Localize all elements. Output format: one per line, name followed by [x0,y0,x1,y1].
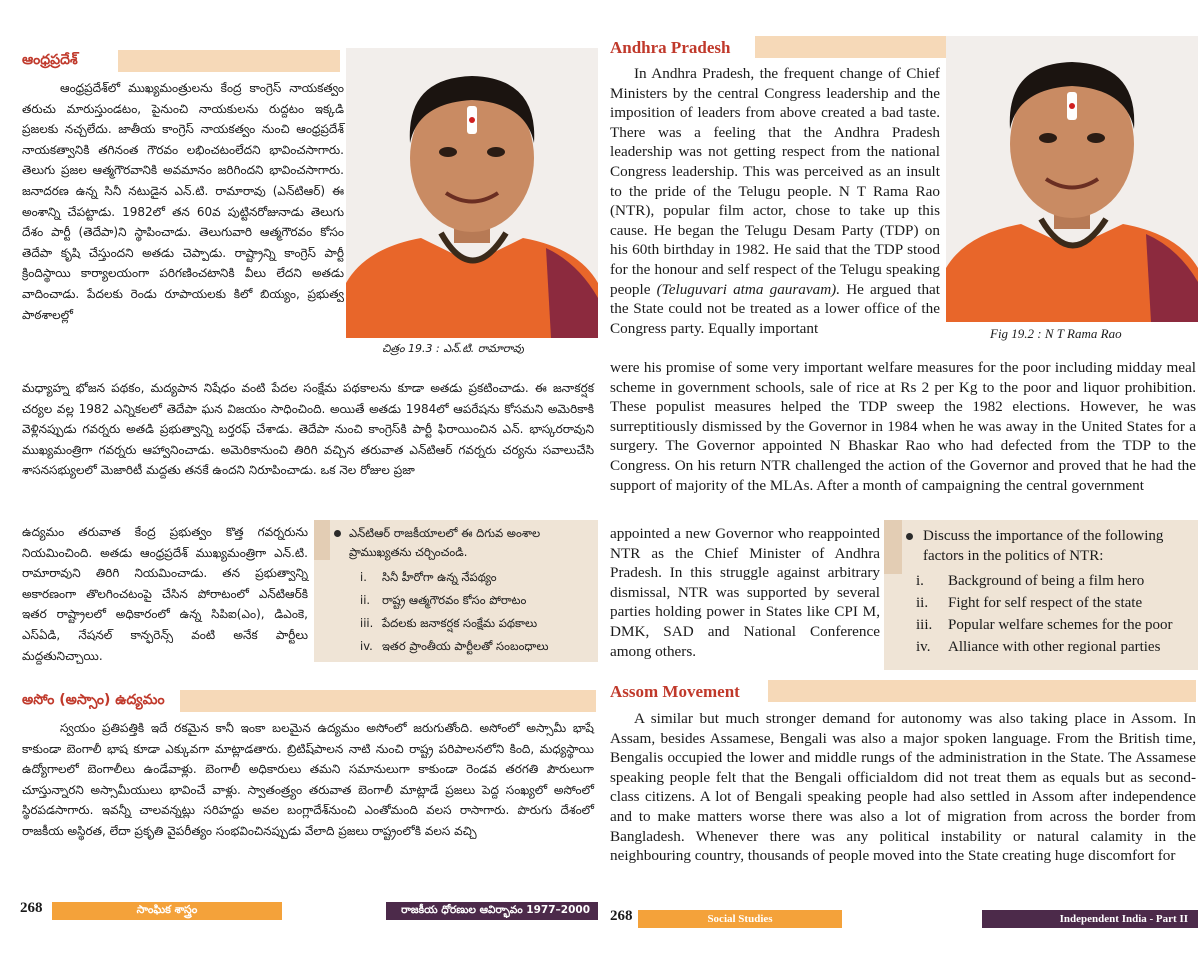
box-title: Discuss the importance of the following factors in the politics of NTR: [923,528,1164,564]
box-item: i. సినీ హీరోగా ఉన్న నేపథ్యం [360,570,497,584]
andhra-intro-text [610,64,940,338]
box-item: iv. ఇతర ప్రాంతీయ పార్టీలతో సంబంధాలు [360,639,549,653]
andhra-full-text [22,378,594,481]
page-number: 268 [20,900,43,916]
section-heading-assom: Assom Movement [610,682,740,701]
andhra-side-paragraph: appointed a new Governor who reappointed NTR as the Chief Minister of Andhra Pradesh. In this struggle against arbitrary dismissal, NTR was supported by several parties holding power in States like CPI M, DMK, SAD and National Conference among others. [610,525,880,660]
andhra-intro-paragraph: In Andhra Pradesh, the frequent change of Chief Ministers by the central Congress leadership and the imposition of leaders from above created a bad taste. There was a feeling that the Andhra Pradesh leadership was not getting respect from the national Congress leadership. This was perceived as an insult to the pride of the Telugu people. N T Rama Rao (NTR), popular film actor, chose to take up this cause. He began the Telugu Desam Party (TDP) on his 60th birthday in 1982. He said that the TDP stood for the honour and self respect of the Telugu speaking people (Teluguvari atma gauravam). He argued that the State could not be treated as a lower office of the Congress party. Equally important [610,65,940,337]
ntr-portrait-illustration [946,36,1198,322]
section-heading-andhra: ఆంధ్రప్రదేశ్ [22,52,78,68]
footer-subject [52,902,282,920]
heading-bar [768,680,1196,702]
discussion-box [884,520,1198,670]
footer-chapter [982,910,1198,928]
assom-text [610,709,1196,866]
assom-text [22,718,594,842]
box-item: ii. రాష్ట్ర ఆత్మగౌరవం కోసం పోరాటం [360,593,527,607]
andhra-intro-text [22,78,344,325]
andhra-side-text [22,522,308,666]
section-heading-assom: అసోం (అస్సాం) ఉద్యమం [22,692,165,708]
heading-bar [180,690,596,712]
bullet-icon [334,530,341,537]
footer-subject-label: సాంఘిక శాస్త్రం [136,903,198,916]
andhra-side-text [610,524,880,661]
english-page [600,0,1200,960]
andhra-full-text [610,358,1196,495]
photo-caption: Fig 19.2 : N T Rama Rao [990,326,1122,341]
assom-paragraph: A similar but much stronger demand for autonomy was also taking place in Assom. In Assam, besides Assamese, Bengali was also a major spoken language. From the British time, Bengalis occupied the lower and middle rungs of the administration in the State. The Assamese speaking people felt that the Bengali officialdom did not treat them as equals but as second-class citizens. A lot of Bengali speaking people had also settled in Assom after independence and to make matters worse there was also a lot of migration from across the border from Bangladesh. Whenever there was any political instability or natural calamity in the neighbouring country, thousands of people moved into the State creating huge discomfort for [610,710,1196,865]
box-item: iii. పేదలకు జనాకర్షక సంక్షేమ పథకాలు [360,616,538,630]
ntr-photo [346,48,598,338]
ntr-portrait-illustration [346,48,598,338]
italic-phrase: (Teluguvari atma gauravam). [656,280,841,298]
box-item: iii. Popular welfare schemes for the poor [916,617,1173,633]
photo-caption: చిత్రం 19.3 : ఎన్.టి. రామారావు [382,342,524,355]
footer-chapter-label: రాజకీయ ధోరణుల ఆవిర్భావం 1977–2000 [401,903,590,916]
box-item: i. Background of being a film hero [916,573,1145,589]
andhra-side-paragraph: ఉద్యమం తరువాత కేంద్ర ప్రభుత్వం కొత్త గవర్నరును నియమించింది. అతడు ఆంధ్రప్రదేశ్ ముఖ్యమంత్రిగా ఎన్.టి. రామారావుని తిరిగి నియమించాడు. తన ప్రభుత్వాన్ని అకారణంగా తొలగించటంపై చేసిన పోరాటంలో ఎన్‌టిఆర్‌కి ఇతర రాష్ట్రాలలో అధికారంలో ఉన్న సిపిఐ(ఎం), డిఎంకె, ఎస్ఏడి, నేషనల్ కాన్ఫరెన్స్ వంటి అనేక పార్టీలు మద్దతునిచ్చాయి. [22,525,308,663]
discussion-box [314,520,598,662]
bullet-icon [906,533,913,540]
box-accent [314,520,330,560]
box-list [916,570,1173,658]
andhra-intro-paragraph: ఆంధ్రప్రదేశ్‌లో ముఖ్యమంత్రులను కేంద్ర కాంగ్రెస్ నాయకత్వం తరుచు మారుస్తుండటం, పైనుంచి నాయకులను రుద్దటం ఇక్కడి ప్రజలకు నచ్చలేదు. జాతీయ కాంగ్రెస్ నాయకత్వం నుంచి ఆంధ్రప్రదేశ్ నాయకత్వానికి తగినంత గౌరవం లభించటంలేదని భావించసాగారు. తెలుగు ప్రజల ఆత్మగౌరవానికి అవమానం జరిగిందని భావించసాగారు. జనాదరణ ఉన్న సినీ నటుడైన ఎన్.టి. రామారావు (ఎన్‌టిఆర్) ఈ అంశాన్ని చేపట్టాడు. 1982లో తన 60వ పుట్టినరోజునాడు తెలుగు దేశం పార్టీ (తెదేపా)ని స్థాపించాడు. తెలుగువారి ఆత్మగౌరవం కోసం తెదేపా కృషి చేస్తుందని అతడు చెప్పాడు. రాష్ట్రాన్ని కాంగ్రెస్ పార్టీ క్రిందిస్థాయి కార్యాలయంగా పరిగణించటానికి వీలు లేదని అతడు వాదించాడు. పేదలకు రెండు రూపాయలకు కిలో బియ్యం, ప్రభుత్వ పాఠశాలల్లో [22,81,344,322]
page-number: 268 [610,908,633,924]
box-title: ఎన్‌టిఆర్ రాజకీయాలలో ఈ దిగువ అంశాల ప్రాముఖ్యతను చర్చించండి. [349,526,541,559]
heading-bar [118,50,340,72]
section-heading-andhra: Andhra Pradesh [610,38,731,57]
footer-subject [638,910,842,928]
ntr-photo [946,36,1198,322]
box-accent [884,520,902,574]
box-list [360,566,549,658]
box-item: ii. Fight for self respect of the state [916,595,1143,611]
box-item: iv. Alliance with other regional parties [916,639,1161,655]
footer-subject-label: Social Studies [707,913,773,925]
footer-chapter [386,902,598,920]
footer-chapter-label: Independent India - Part II [1059,913,1188,925]
andhra-full-paragraph: మధ్యాహ్న భోజన పథకం, మద్యపాన నిషేధం వంటి పేదల సంక్షేమ పథకాలను కూడా అతడు ప్రకటించాడు. ఈ జనాకర్షక చర్యల వల్ల 1982 ఎన్నికలలో తెదేపా ఘన విజయం సాధించింది. అయితే అతడు 1984లో ఆపరేషను కోసమని అమెరికాకి వెళ్లినప్పుడు గవర్నరు అతడి ప్రభుత్వాన్ని బర్తరఫ్ చేశాడు. తెదేపా నుంచి కాంగ్రెస్‌కి పార్టీ ఫిరాయించిన ఎన్. భాస్కరరావుని ముఖ్యమంత్రిగా గవర్నరు ఆహ్వానించాడు. అమెరికానుంచి తిరిగి వచ్చిన తరువాత ఎన్‌టిఆర్ గవర్నరు చర్యను సవాలుచేసి శాసనసభ్యులలో మెజారిటీ మద్దతు తనకే ఉందని నిరూపించాడు. ఒక నెల రోజుల ప్రజా [22,381,594,478]
assom-paragraph: స్వయం ప్రతిపత్తికి ఇదే రకమైన కానీ ఇంకా బలమైన ఉద్యమం అసోంలో జరుగుతోంది. అసోంలో అస్సామీ భాషే కాకుండా బెంగాలీ భాష కూడా ఎక్కువగా మాట్లాడతారు. బ్రిటిష్‌పాలన నాటి నుంచి రాష్ట్ర పరిపాలనలోని కింది, మధ్యస్థాయి ఉద్యోగాలలో బెంగాలీలు ఉండేవాళ్లు. బెంగాలీ అధికారులు తమని సమానులుగా కాకుండా రెండవ తరగతి పౌరులుగా చూస్తున్నారని అస్సామీయులు భావించే వాళ్లు. స్వాతంత్ర్యం తరువాత బెంగాలీ మాట్లాడే ప్రజలు పెద్ద సంఖ్యలో అసోంలో స్థిరపడసాగారు. ఇవన్నీ చాలవన్నట్లు సరిహద్దు అవల బంగ్లాదేశ్‌నుంచి ఎంతోమంది వలస రాసాగారు. పొరుగు దేశంలో రాజకీయ అస్థిరత, లేదా ప్రకృతి వైపరీత్యం సంభవించినప్పుడు వేలాది ప్రజలు రాష్ట్రంలోకి వలస వచ్చి [22,721,594,838]
andhra-full-paragraph: were his promise of some very important welfare measures for the poor including midday meal scheme in government schools, sale of rice at Rs 2 per Kg to the poor and liquor prohibition. These populist measures helped the TDP sweep the 1982 elections. However, he was surreptitiously dismissed by the Governor in 1984 when he was away in the United States for a surgery. The Governor appointed N Bhaskar Rao who had defected from the TDP to the Congress. On his return NTR challenged the action of the Governor and proved that he had the support of majority of the MLAs. After a month of campaigning the central government [610,359,1196,494]
